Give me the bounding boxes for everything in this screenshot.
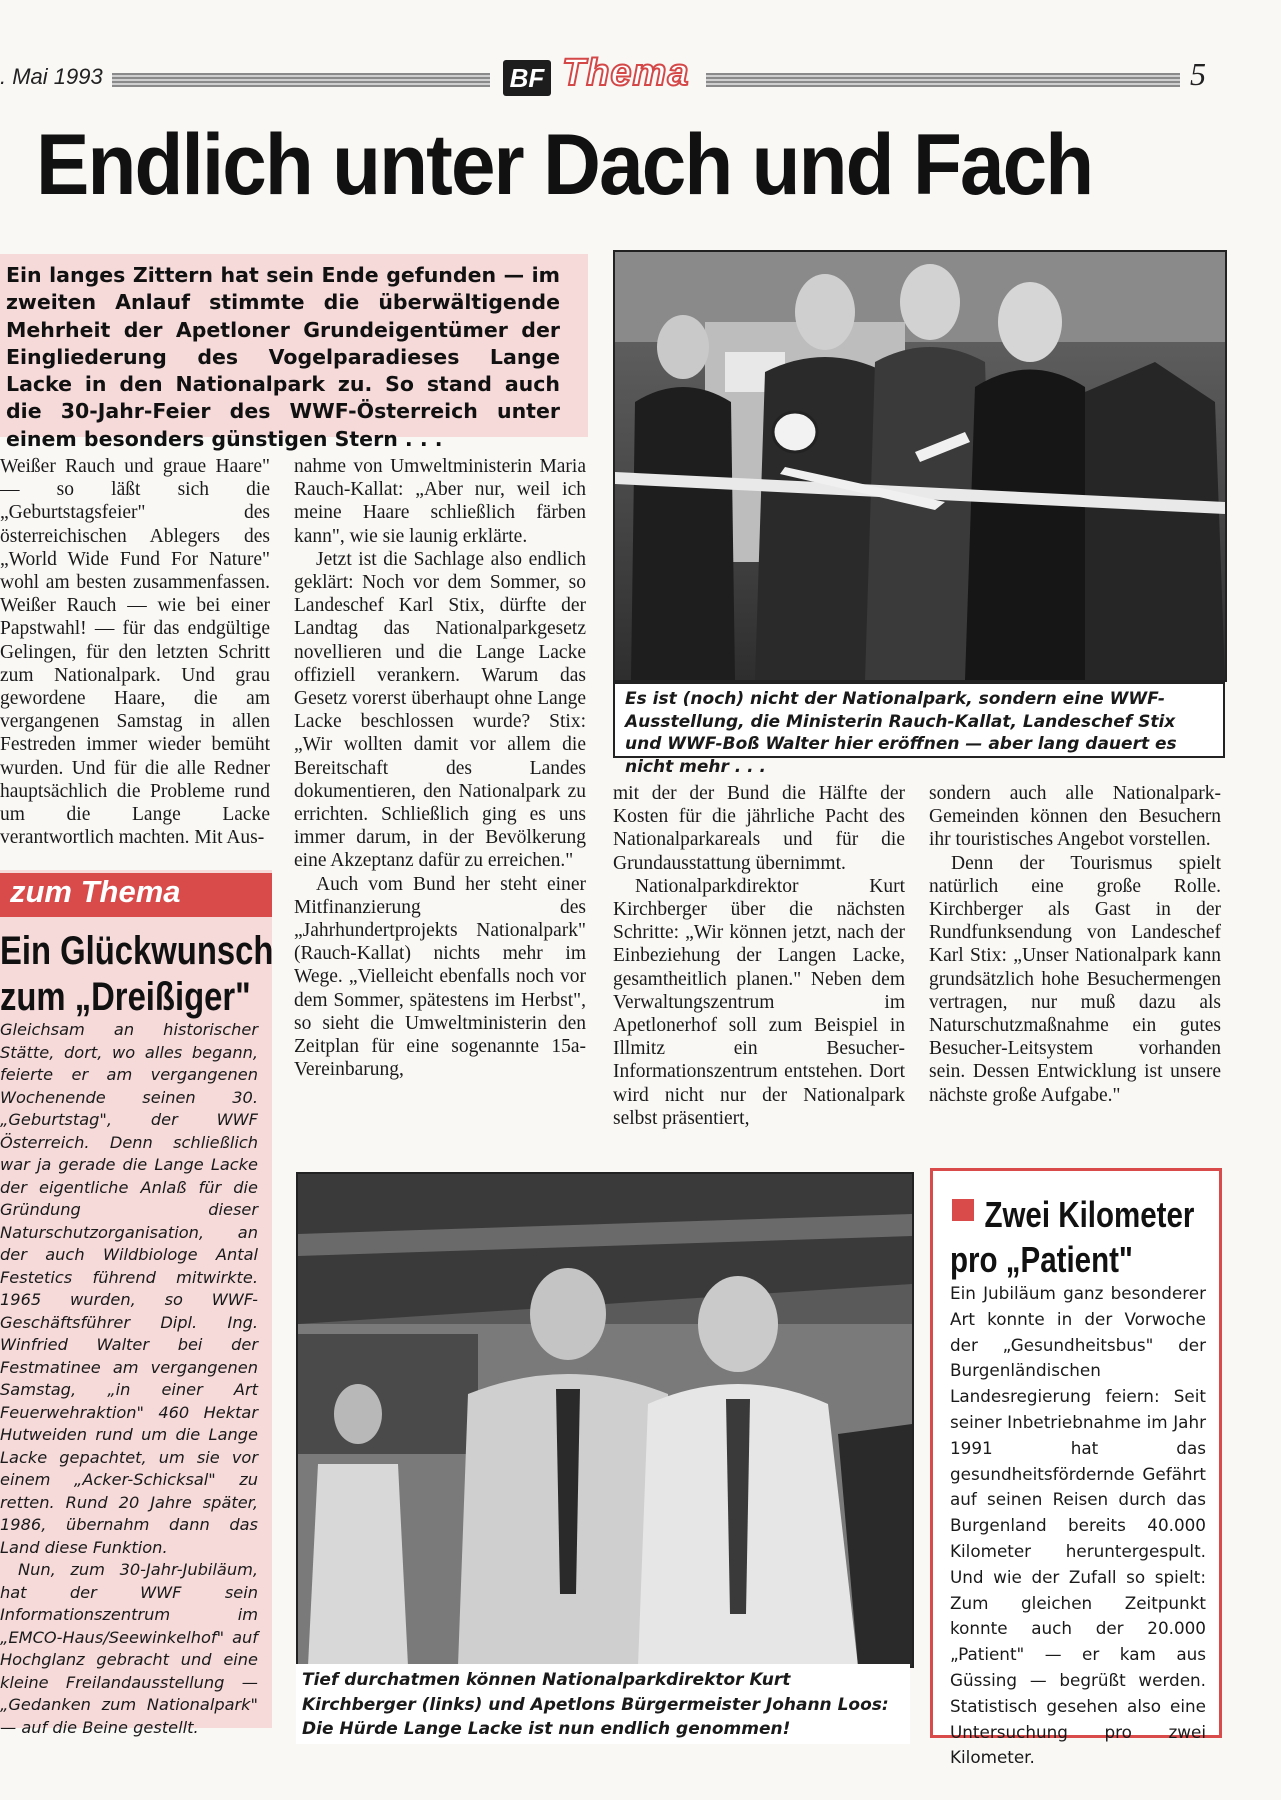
article-column-2 (294, 455, 586, 1081)
photo2-caption-text: Tief durchatmen können Nationalparkdirektor Kurt Kirchberger (links) und Apetlons Bürgermeister Johann Loos: Die Hürde Lange Lacke ist nun endlich genommen! (302, 1670, 889, 1739)
zum-thema-paragraph: Gleichsam an historischer Stätte, dort, wo alles begann, feierte er am vergangenen Wochenende seinen 30. „Geburtstag", der WWF Österreich. Denn schließlich war ja gerade die Lange Lacke der eigentliche Anlaß für die Gründung dieser Naturschutzorganisation, an der auch Wildbiologe Antal Festetics führend mitwirkte. 1965 wurden, so WWF-Geschäftsführer Dipl. Ing. Winfried Walter bei der Festmatinee am vergangenen Samstag, „in einer Art Feuerwehraktion" 460 Hektar Hutweiden rund um die Lange Lacke gepachtet, um sie vor einem „Acker-Schicksal" zu retten. Rund 20 Jahre später, 1986, übernahm dann das Land diese Funktion. (0, 1020, 258, 1557)
article-paragraph: Weißer Rauch und graue Haare" — so läßt sich die „Geburtstagsfeier" des österreichischen Ablegers des „World Wide Fund For Nature" wohl am besten zusammenfassen. Weißer Rauch — wie bei einer Papstwahl! — für das endgültige Gelingen, für den letzten Schritt zum Nationalpark. Und grau gewordene Haare, die am vergangenen Samstag in allen Festreden immer wieder bemüht wurden. Und für die alle Redner hauptsächlich die Probleme rund um die Lange Lacke verantwortlich machten. Mit Aus- (0, 456, 270, 849)
article-paragraph: Auch vom Bund her steht einer Mitfinanzierung des „Jahrhundertprojekts Nationalpark" (Rauch-Kallat) nichts mehr im Wege. „Vielleicht ebenfalls noch vor dem Sommer, spätestens im Herbst", so sieht die Umweltministerin den Zeitplan für eine sogenannte 15a-Vereinbarung, (294, 873, 586, 1081)
article-column-1 (0, 455, 270, 849)
zum-thema-body (0, 1019, 258, 1739)
zwei-kilometer-headline-line1: Zwei Kilometer (984, 1194, 1195, 1235)
article-paragraph: Denn der Tourismus spielt natürlich eine große Rolle. Kirchberger als Gast in der Rundfunksendung von Landeschef Karl Stix: „Unser Nationalpark kann grundsätzlich hohe Besuchermengen vertragen, nur muß dazu als Naturschutzmaßnahme ein gutes Besucher-Leitsystem vorhanden sein. Dessen Entwicklung ist unsere nächste große Aufgabe." (929, 852, 1221, 1106)
header-rule-right (706, 73, 1180, 87)
zwei-kilometer-body (950, 1281, 1206, 1771)
officials-photo (296, 1172, 914, 1668)
zwei-kilometer-headline-line2: pro „Patient" (950, 1239, 1133, 1280)
zwei-kilometer-headline (950, 1192, 1196, 1282)
issue-date: . Mai 1993 (0, 64, 103, 89)
photo1-caption-text: Es ist (noch) nicht der Nationalpark, sondern eine WWF-Ausstellung, die Ministerin Rauch-Kallat, Landeschef Stix und WWF-Boß Walter hier eröffnen — aber lang dauert es nicht mehr . . . (625, 689, 1177, 777)
photo2-caption (296, 1664, 910, 1744)
headline: Endlich unter Dach und Fach (36, 117, 1093, 213)
header-rule-left (112, 73, 490, 87)
zum-thema-label: zum Thema (10, 874, 181, 909)
bf-logo: BF (503, 60, 551, 96)
article-paragraph: mit der der Bund die Hälfte der Kosten für die jährliche Pacht des Nationalparkareals und für die Grundausstattung übernimmt. (613, 783, 905, 874)
zum-thema-headline (0, 928, 274, 1020)
zum-thema-paragraph: Nun, zum 30-Jahr-Jubiläum, hat der WWF sein Informationszentrum im „EMCO-Haus/Seewinkelhof" auf Hochglanz gebracht und eine kleine Freilandausstellung — „Gedanken zum Nationalpark" — auf die Beine gestellt. (0, 1560, 258, 1737)
zum-thema-headline-line1: Ein Glückwunsch (0, 929, 274, 973)
article-paragraph: nahme von Umweltministerin Maria Rauch-Kallat: „Aber nur, weil ich meine Haare schließlich färben kann", wie sie launig erklärte. (294, 456, 586, 547)
ribbon-cutting-photo (613, 250, 1227, 682)
zwei-kilometer-paragraph: Ein Jubiläum ganz besonderer Art konnte in der Vorwoche der „Gesundheitsbus" der Burgenländischen Landesregierung feiern: Seit seiner Inbetriebnahme im Jahr 1991 hat das gesundheitsfördernde Gefährt auf seinen Reisen durch das Burgenland bereits 40.000 Kilometer heruntergespult. Und wie der Zufall so spielt: Zum gleichen Zeitpunkt konnte auch der 20.000 „Patient" — er kam aus Güssing — begrüßt werden. Statistisch gesehen also eine Untersuchung pro zwei Kilometer. (950, 1283, 1206, 1768)
zum-thema-headline-line2: zum „Dreißiger" (0, 975, 251, 1019)
article-column-4 (929, 782, 1221, 1107)
article-paragraph: Jetzt ist die Sachlage also endlich geklärt: Noch vor dem Sommer, so Landeschef Karl Stix, dürfte der Landtag das Nationalparkgesetz novellieren und die Lange Lacke offiziell verankern. Warum das Gesetz vorerst überhaupt ohne Lange Lacke beschlossen wurde? Stix: „Wir wollten damit vor allem die Bereitschaft des Landes dokumentieren, den Nationalpark zu errichten. Schließlich ging es uns immer darum, in der Bevölkerung eine Akzeptanz dafür zu erreichen." (294, 548, 586, 872)
page-number: 5 (1190, 56, 1206, 92)
lead-text: Ein langes Zittern hat sein Ende gefunden — im zweiten Anlauf stimmte die überwältigende Mehrheit der Apetloner Grundeigentümer der Eingliederung des Vogelparadieses Lange Lacke in den Nationalpark zu. So stand auch die 30-Jahr-Feier des WWF-Österreich unter einem besonders günstigen Stern . . . (6, 263, 560, 451)
photo1-caption (613, 682, 1225, 777)
article-paragraph: sondern auch alle Nationalpark-Gemeinden können den Besuchern ihr touristisches Angebot vorstellen. (929, 783, 1221, 851)
article-column-3 (613, 782, 905, 1130)
section-title: Thema (562, 52, 690, 94)
article-paragraph: Nationalparkdirektor Kurt Kirchberger über die nächsten Schritte: „Wir können jetzt, nach der Einbeziehung der Langen Lacke, gesamtheitlich planen." Neben dem Verwaltungszentrum im Apetlonerhof soll zum Beispiel in Illmitz ein Besucher-Informationszentrum entstehen. Dort wird nicht nur der Nationalpark selbst präsentiert, (613, 875, 905, 1129)
